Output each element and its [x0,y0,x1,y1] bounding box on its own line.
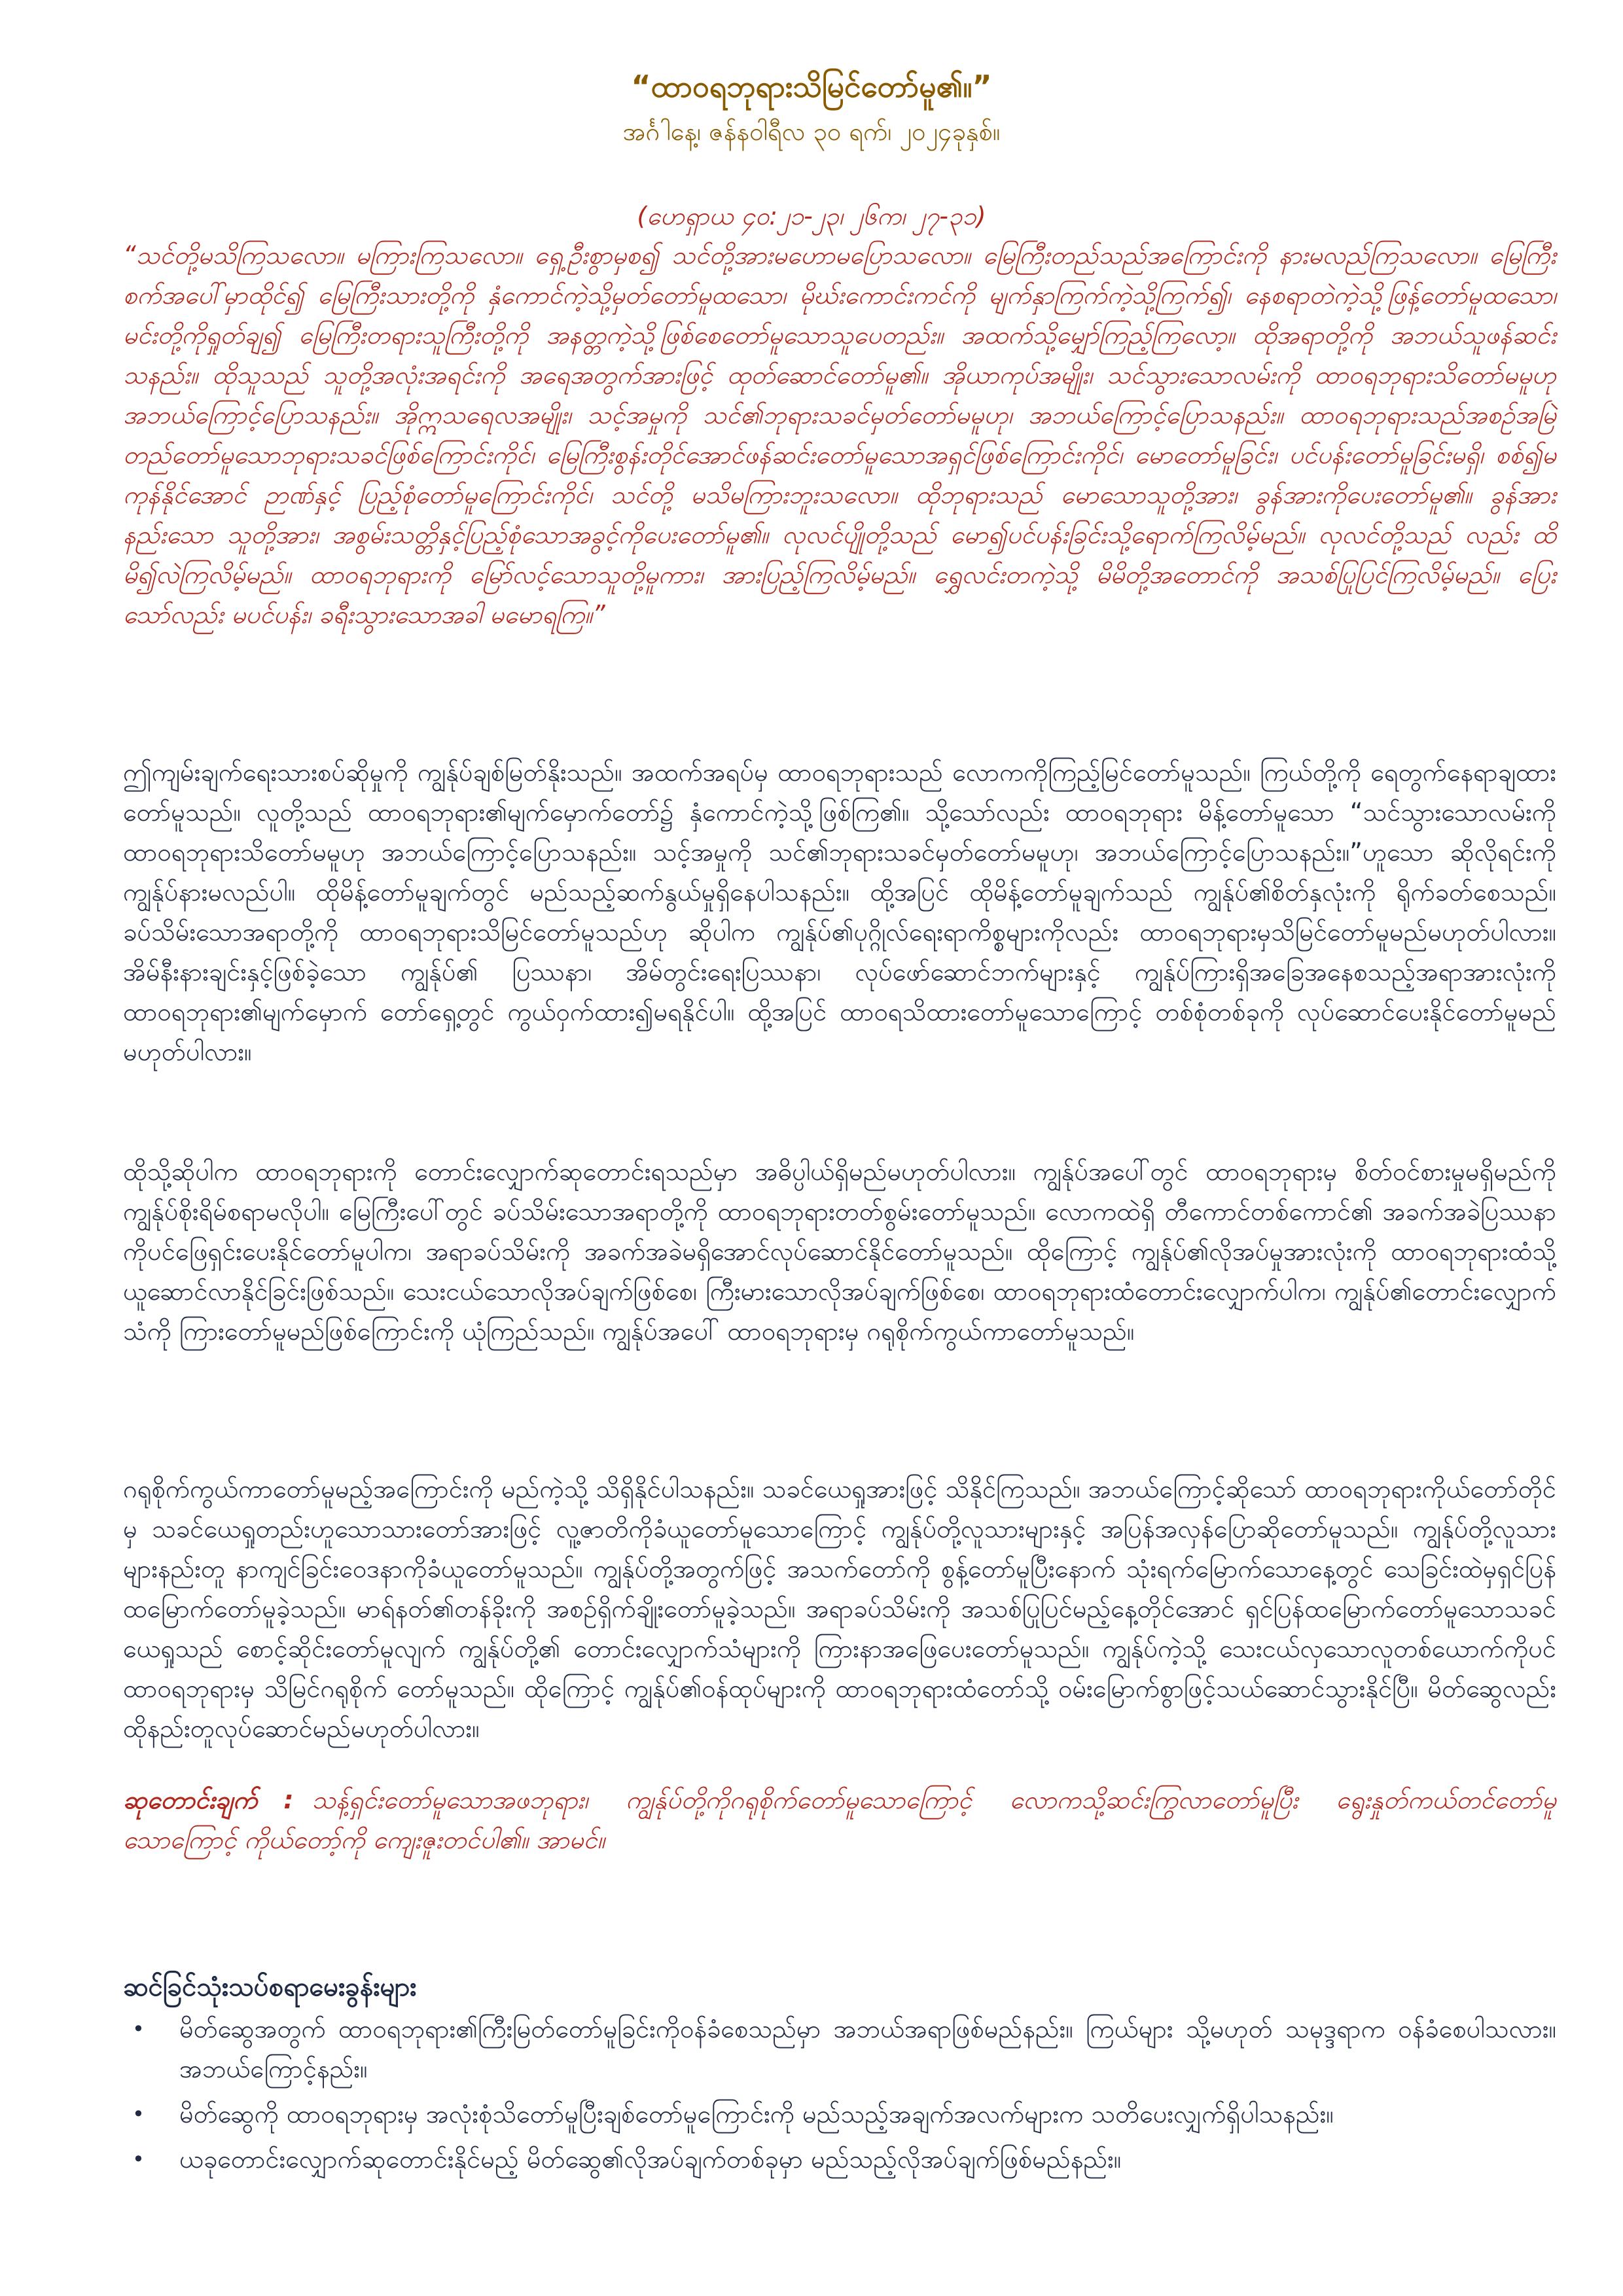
reflection-paragraph-3: ဂရုစိုက်ကွယ်ကာတော်မူမည့်အကြောင်းကို မည်ကဲ့သို့ သိရှိနိုင်ပါသနည်း။ သခင်ယေရှုအားဖြင့် သိနိုင်ကြသည်။ အဘယ်ကြောင့်ဆိုသော် ထာဝရဘုရားကိုယ်တော်တိုင်မှ သခင်ယေရှုတည်းဟူသောသားတော်အားဖြင့် လူ့ဇာတိကိုခံယူတော်မူသောကြောင့် ကျွန်ုပ်တို့လူသားများနှင့် အပြန်အလှန်ပြောဆိုတော်မူသည်။ ကျွန်ုပ်တို့လူသားများနည်းတူ နာကျင်ခြင်းဝေဒနာကိုခံယူတော်မူသည်။ ကျွန်ုပ်တို့အတွက်ဖြင့် အသက်တော်ကို စွန့်တော်မူပြီးနောက် သုံးရက်မြောက်သောနေ့တွင် သေခြင်းထဲမှရှင်ပြန်ထမြောက်တော်မူခဲ့သည်။ မာရ်နတ်၏တန်ခိုးကို အစဉ်ရှိက်ချိုးတော်မူခဲ့သည်။ အရာခပ်သိမ်းကို အသစ်ပြုပြင်မည့်နေ့တိုင်အောင် ရှင်ပြန်ထမြောက်တော်မူသောသခင်ယေရှုသည် စောင့်ဆိုင်းတော်မူလျက် ကျွန်ုပ်တို့၏ တောင်းလျှောက်သံများကို ကြားနာအဖြေပေးတော်မူသည်။ ကျွန်ုပ်ကဲ့သို့ သေးငယ်လှသောလူတစ်ယောက်ကိုပင် ထာဝရဘုရားမှ သိမြင်ဂရုစိုက် တော်မူသည်။ ထိုကြောင့် ကျွန်ုပ်၏ဝန်ထုပ်များကို ထာဝရဘုရားထံတော်သို့ ဝမ်းမြောက်စွာဖြင့်သယ်ဆောင်သွားနိုင်ပြီ။ မိတ်ဆွေလည်း ထိုနည်းတူလုပ်ဆောင်မည်မဟုတ်ပါလား။ [123,1475,1556,1743]
reflection-paragraph-1: ဤကျမ်းချက်ရေးသားစပ်ဆိုမှုကို ကျွန်ုပ်ချစ်မြတ်နိုးသည်။ အထက်အရပ်မှ ထာဝရဘုရားသည် လောကကိုကြည့်မြင်တော်မူသည်။ ကြယ်တို့ကို ရေတွက်နေရာချထားတော်မူသည်။ လူတို့သည် ထာဝရဘုရား၏မျက်မှောက်တော်၌ နှံကောင်ကဲ့သို့ဖြစ်ကြ၏။ သို့သော်လည်း ထာဝရဘုရား မိန့်တော်မူသော “သင်သွားသောလမ်းကို ထာဝရဘုရားသိတော်မမူဟု အဘယ်ကြောင့်ပြောသနည်း။ သင့်အမှုကို သင်၏ဘုရားသခင်မှတ်တော်မမူဟု၊ အဘယ်ကြောင့်ပြောသနည်း။”ဟူသော ဆိုလိုရင်းကို ကျွန်ုပ်နားမလည်ပါ။ ထိုမိန့်တော်မူချက်တွင် မည်သည့်ဆက်နွယ်မှုရှိနေပါသနည်း။ ထို့အပြင် ထိုမိန့်တော်မူချက်သည် ကျွန်ုပ်၏စိတ်နှလုံးကို ရိုက်ခတ်စေသည်။ ခပ်သိမ်းသောအရာတို့ကို ထာဝရဘုရားသိမြင်တော်မူသည်ဟု ဆိုပါက ကျွန်ုပ်၏ပုဂ္ဂိုလ်ရေးရာကိစ္စများကိုလည်း ထာဝရဘုရားမှသိမြင်တော်မူမည်မဟုတ်ပါလား။ အိမ်နီးနားချင်းနှင့်ဖြစ်ခဲ့သော ကျွန်ုပ်၏ ပြဿနာ၊ အိမ်တွင်းရေးပြဿနာ၊ လုပ်ဖော်ဆောင်ဘက်များနှင့် ကျွန်ုပ်ကြားရှိအခြေအနေစသည့်အရာအားလုံးကို ထာဝရဘုရား၏မျက်မှောက် တော်ရှေ့တွင် ကွယ်ဝှက်ထား၍မရနိုင်ပါ။ ထို့အပြင် ထာဝရသိထားတော်မူသောကြောင့် တစ်စုံတစ်ခုကို လုပ်ဆောင်ပေးနိုင်တော်မူမည် မဟုတ်ပါလား။ [123,758,1556,1066]
questions-heading: ဆင်ခြင်သုံးသပ်စရာမေးခွန်းများ [123,1972,417,2002]
prayer-label: ဆုတောင်းချက် [123,1785,258,1814]
question-item [123,2094,1556,2134]
header [0,63,1623,153]
reflection-paragraph-2: ထိုသို့ဆိုပါက ထာဝရဘုရားကို တောင်းလျှောက်ဆုတောင်းရသည်မှာ အဓိပ္ပါယ်ရှိမည်မဟုတ်ပါလား။ ကျွန်ုပ်အပေါ်တွင် ထာဝရဘုရားမှ စိတ်ဝင်စားမှုမရှိမည်ကို ကျွန်ုပ်စိုးရိမ်စရာမလိုပါ။ မြေကြီးပေါ်တွင် ခပ်သိမ်းသောအရာတို့ကို ထာဝရဘုရားတတ်စွမ်းတော်မူသည်။ လောကထဲရှိ တီကောင်တစ်ကောင်၏ အခက်အခဲပြဿနာကိုပင်ဖြေရှင်းပေးနိုင်တော်မူပါက၊ အရာခပ်သိမ်းကို အခက်အခဲမရှိအောင်လုပ်ဆောင်နိုင်တော်မူသည်။ ထိုကြောင့် ကျွန်ုပ်၏လိုအပ်မှုအားလုံးကို ထာဝရဘုရားထံသို့ယူဆောင်လာနိုင်ခြင်းဖြစ်သည်။ သေးငယ်သောလိုအပ်ချက်ဖြစ်စေ၊ ကြီးမားသောလိုအပ်ချက်ဖြစ်စေ၊ ထာဝရဘုရားထံတောင်းလျှောက်ပါက၊ ကျွန်ုပ်၏တောင်းလျှောက်သံကို ကြားတော်မူမည်ဖြစ်ကြောင်းကို ယုံကြည်သည်။ ကျွန်ုပ်အပေါ် ထာဝရဘုရားမှ ဂရုစိုက်ကွယ်ကာတော်မူသည်။ [123,1157,1556,1346]
question-text: မိတ်ဆွေအတွက် ထာဝရဘုရား၏ကြီးမြတ်တော်မူခြင်းကိုဝန်ခံစေသည်မှာ အဘယ်အရာဖြစ်မည်နည်း။ ကြယ်များ သို့မဟုတ် သမုဒ္ဒရာက ဝန်ခံစေပါသလား။ အဘယ်ကြောင့်နည်း။ [179,2015,1556,2083]
question-text: မိတ်ဆွေကို ထာဝရဘုရားမှ အလုံးစုံသိတော်မူပြီးချစ်တော်မူကြောင်းကို မည်သည့်အချက်အလက်များက သတိပေးလျှက်ရှိပါသနည်း။ [179,2100,1334,2128]
questions-list [123,2009,1556,2185]
question-item [123,2009,1556,2089]
scripture-passage: “သင်တို့မသိကြသလော။ မကြားကြသလော။ ရှေ့ဦးစွာမှစ၍ သင်တို့အားမဟောမပြောသလော။ မြေကြီးတည်သည်အကြောင်းကို နားမလည်ကြသလော။ မြေကြီးစက်အပေါ်မှာထိုင်၍ မြေကြီးသားတို့ကို နှံကောင်ကဲ့သို့မှတ်တော်မူထသော၊ မိုဃ်းကောင်းကင်ကို မျက်နှာကြက်ကဲ့သို့ကြက်၍၊ နေစရာတဲကဲ့သို့ဖြန့်တော်မူထသော၊ မင်းတို့ကိုရှုတ်ချ၍ မြေကြီးတရားသူကြီးတို့ကို အနတ္တကဲ့သို့ဖြစ်စေတော်မူသောသူပေတည်း။ အထက်သို့မျှော်ကြည့်ကြလော့။ ထိုအရာတို့ကို အဘယ်သူဖန်ဆင်းသနည်း။ ထိုသူသည် သူတို့အလုံးအရင်းကို အရေအတွက်အားဖြင့် ထုတ်ဆောင်တော်မူ၏။ အိုယာကုပ်အမျိုး၊ သင်သွားသောလမ်းကို ထာဝရဘုရားသိတော်မမူဟု အဘယ်ကြောင့်ပြောသနည်း။ အိုဣသရေလအမျိုး၊ သင့်အမှုကို သင်၏ဘုရားသခင်မှတ်တော်မမူဟု၊ အဘယ်ကြောင့်ပြောသနည်း။ ထာဝရဘုရားသည်အစဉ်အမြဲ တည်တော်မူသောဘုရားသခင်ဖြစ်ကြောင်းကိုင်၊ မြေကြီးစွန်းတိုင်အောင်ဖန်ဆင်းတော်မူသောအရှင်ဖြစ်ကြောင်းကိုင်၊ မောတော်မူခြင်း၊ ပင်ပန်းတော်မူခြင်းမရှိ၊ စစ်၍မကုန်နိုင်အောင် ဉာဏ်နှင့် ပြည့်စုံတော်မူကြောင်းကိုင်၊ သင်တို့ မသိမကြားဘူးသလော။ ထိုဘုရားသည် မောသောသူတို့အား၊ ခွန်အားကိုပေးတော်မူ၏။ ခွန်အားနည်းသော သူတို့အား၊ အစွမ်းသတ္တိနှင့်ပြည့်စုံသောအခွင့်ကိုပေးတော်မူ၏။ လုလင်ပျိုတို့သည် မော၍ပင်ပန်းခြင်းသို့ရောက်ကြလိမ့်မည်။ လုလင်တို့သည် လည်း ထိမိ၍လဲကြလိမ့်မည်။ ထာဝရဘုရားကို မြော်လင့်သောသူတို့မူကား၊ အားပြည့်ကြလိမ့်မည်။ ရွှေလင်းတကဲ့သို့ မိမိတို့အတောင်ကို အသစ်ပြုပြင်ကြလိမ့်မည်။ ပြေးသော်လည်း မပင်ပန်း၊ ခရီးသွားသောအခါ မမောရကြ။” [123,241,1556,629]
prayer-block [123,1780,1556,1860]
bullet-icon: • [132,2147,145,2172]
page-title: “ထာဝရဘုရားသိမြင်တော်မူ၏။” [631,69,992,104]
scripture-reference: (ဟေရှာယ ၄၀:၂၁-၂၃၊ ၂၆က၊ ၂၇-၃၁) [637,202,986,230]
date-line: အင်္ဂါနေ့၊ ဇန်နဝါရီလ ၃၀ ရက်၊ ၂၀၂၄ခုနှစ်။ [622,117,1001,146]
prayer-colon: : [283,1785,294,1814]
bullet-icon: • [132,2102,145,2126]
question-text: ယခုတောင်းလျှောက်ဆုတောင်းနိုင်မည့် မိတ်ဆွေ၏လိုအပ်ချက်တစ်ခုမှာ မည်သည့်လိုအပ်ချက်ဖြစ်မည်နည်း။ [179,2145,1122,2174]
question-item [123,2140,1556,2179]
prayer-text: သန့်ရှင်းတော်မူသောအဖဘုရား၊ ကျွန်ုပ်တို့ကိုဂရုစိုက်တော်မူသောကြောင့် လောကသို့ဆင်းကြွလာတော်မူပြီး ရွေးနှုတ်ကယ်တင်တော်မူသောကြောင့် ကိုယ်တော့်ကို ကျေးဇူးတင်ပါ၏။ အာမင်။ [123,1785,1556,1854]
bullet-icon: • [132,2017,145,2041]
